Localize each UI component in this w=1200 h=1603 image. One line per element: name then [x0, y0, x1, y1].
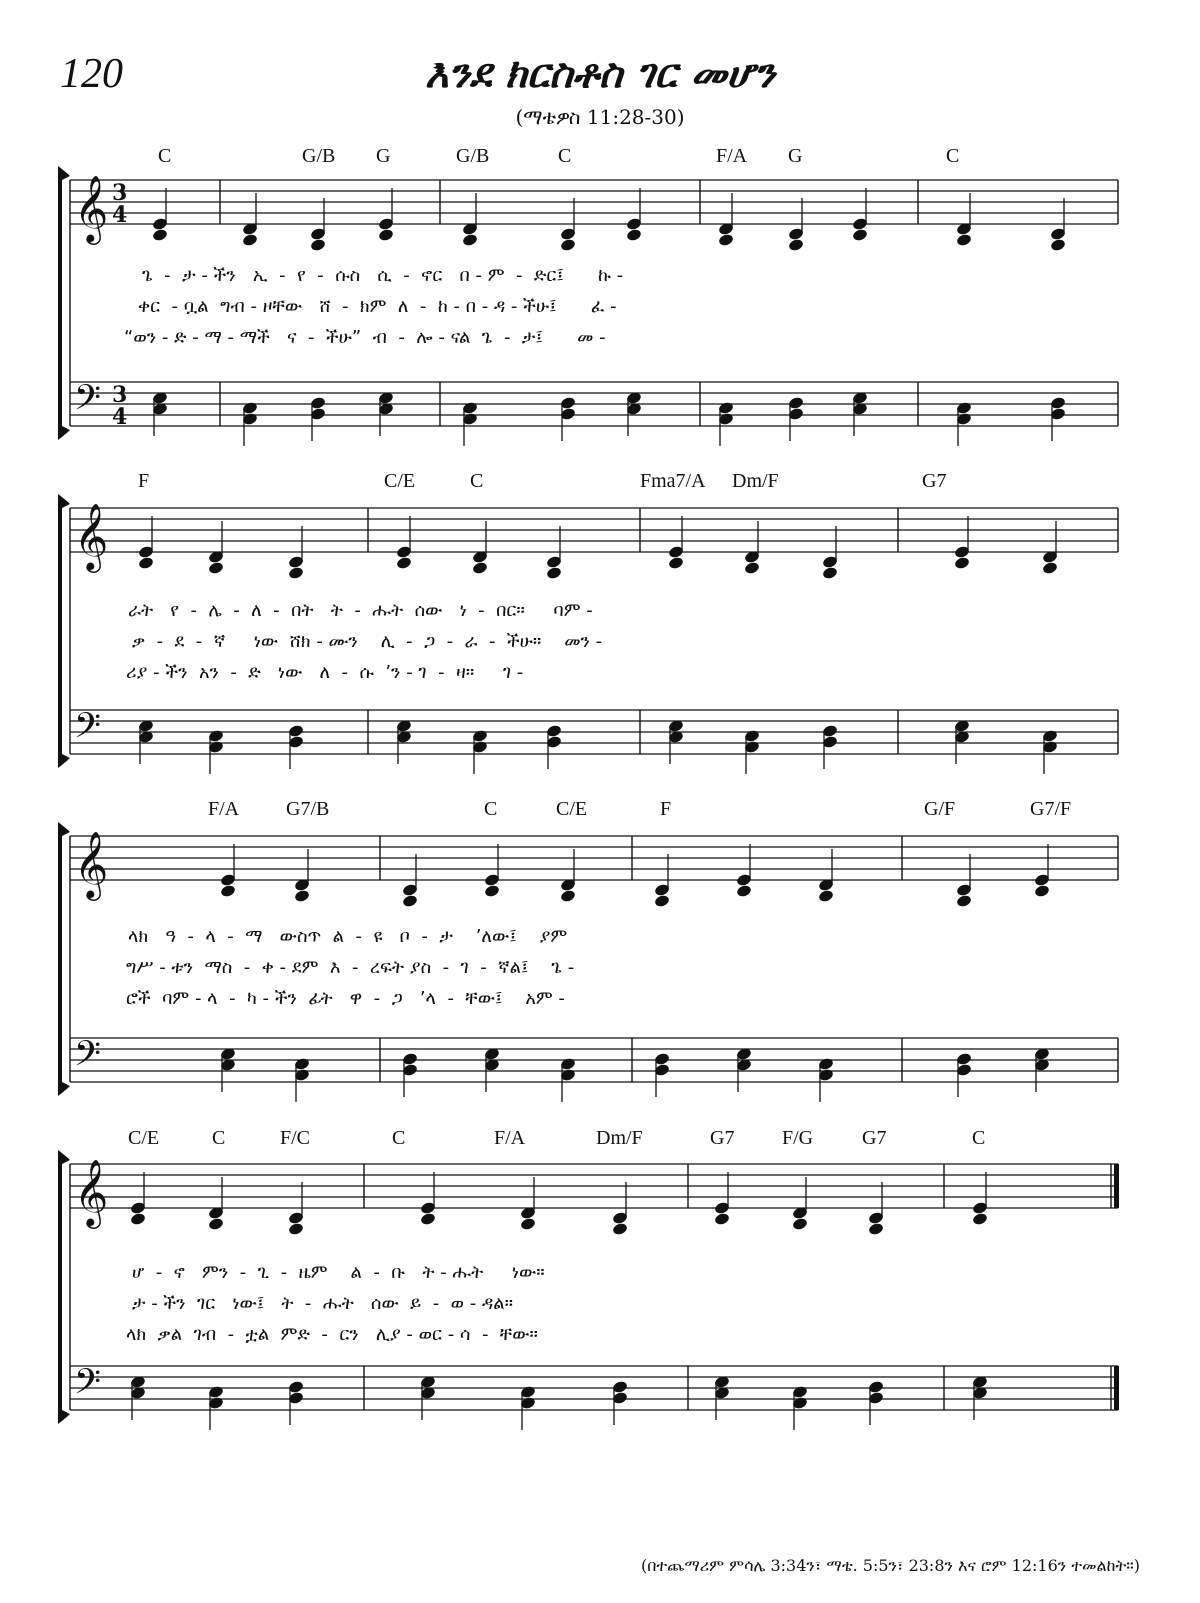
notehead [654, 894, 671, 908]
hymn-title: እንደ ክርስቶስ ገር መሆን [425, 50, 775, 97]
chord-symbol: F [660, 798, 672, 820]
chord-symbol: F [138, 470, 150, 492]
notehead [868, 1222, 885, 1236]
chord-symbol: C [972, 1127, 986, 1149]
treble-clef-icon: 𝄞 [74, 502, 109, 570]
chord-symbol: F/C [280, 1127, 311, 1149]
lyric-verse-3: ሮች ባም - ላ - ካ - ችን ፊት ዋ - ጋ ’ላ - ቸው፤ አም - [126, 988, 565, 1009]
final-bar-line [1114, 1366, 1119, 1410]
time-signature: 3 [112, 180, 128, 206]
notehead [792, 1217, 809, 1231]
lyric-verse-1: ጌ - ታ - ችን ኢ - የ - ሱስ ሲ - ኖር በ - ም - ድር፤ ኩ - [142, 265, 624, 286]
treble-clef-icon: 𝄞 [74, 174, 109, 242]
notehead [138, 556, 155, 570]
notehead [220, 884, 237, 898]
time-signature: 4 [112, 404, 128, 430]
notehead [852, 228, 869, 242]
notehead [1050, 238, 1067, 252]
scripture-reference: (ማቴዎስ 11:28-30) [515, 105, 685, 129]
chord-symbol: G7 [710, 1127, 735, 1149]
lyric-verse-1: ራት የ - ሌ - ለ - በት ት - ሑት ሰው ነ - በር። ባም - [128, 600, 593, 621]
chord-symbol: F/A [494, 1127, 526, 1149]
chord-symbol: C/E [556, 798, 588, 820]
chord-symbol: F/G [782, 1127, 814, 1149]
chord-symbol: G [376, 145, 391, 167]
notehead [956, 894, 973, 908]
lyric-verse-2: ታ - ችን ገር ነው፤ ት - ሑት ሰው ይ - ወ - ዳል። [132, 1293, 514, 1314]
notehead [1042, 561, 1059, 575]
time-signature: 4 [112, 202, 128, 228]
chord-symbol: Fma7/A [640, 470, 706, 492]
time-signature: 3 [112, 382, 128, 408]
chord-symbol: G [788, 145, 803, 167]
chord-symbol: C/E [128, 1127, 160, 1149]
system-bracket [58, 1150, 70, 1424]
notehead [546, 566, 563, 580]
bass-clef-icon: 𝄢 [74, 705, 102, 754]
notehead [462, 233, 479, 247]
notehead [208, 1217, 225, 1231]
notehead [402, 894, 419, 908]
notehead [1034, 884, 1051, 898]
lyric-verse-3: “ወን - ድ - ማ - ማች ና - ችሁ” ብ - ሎ - ናል ጌ - ታ፤ መ - [124, 327, 606, 348]
lyric-verse-3: ሪያ - ችን አን - ድ ነው ለ - ሱ ’ን - ገ - ዛ። ገ - [126, 662, 524, 683]
system-bracket [58, 822, 70, 1096]
notehead [520, 1217, 537, 1231]
page-number: 120 [60, 51, 123, 97]
chord-symbol: C [558, 145, 572, 167]
notehead [288, 1222, 305, 1236]
notehead [484, 884, 501, 898]
bass-clef-icon: 𝄢 [74, 1361, 102, 1410]
chord-symbol: C [946, 145, 960, 167]
system-bracket [58, 494, 70, 768]
notehead [288, 566, 305, 580]
chord-symbol: C [158, 145, 172, 167]
notehead [718, 233, 735, 247]
notehead [714, 1212, 731, 1226]
notehead [420, 1212, 437, 1226]
notehead [396, 556, 413, 570]
chord-symbol: C [212, 1127, 226, 1149]
system-bracket [58, 166, 70, 440]
notehead [208, 561, 225, 575]
lyric-verse-2: ቃ - ደ - ኛ ነው ሸክ - ሙን ሊ - ጋ - ራ - ችሁ። መን - [132, 631, 603, 652]
chord-symbol: G/F [924, 798, 956, 820]
notehead [152, 228, 169, 242]
chord-symbol: C [470, 470, 484, 492]
notehead [378, 228, 395, 242]
notehead [612, 1222, 629, 1236]
notehead [560, 889, 577, 903]
notehead [744, 561, 761, 575]
chord-symbol: Dm/F [596, 1127, 643, 1149]
treble-clef-icon: 𝄞 [74, 830, 109, 898]
lyric-verse-1: ላክ ዓ - ላ - ማ ውስጥ ል - ዩ ቦ - ታ ’ለው፤ ያም [128, 926, 568, 947]
notehead [626, 228, 643, 242]
lyric-verse-2: ቀር - ቧል ግብ - ዞቸው ሸ - ክም ለ - ከ - በ - ዳ - ችሁ፤ ፈ - [138, 296, 617, 317]
final-bar-line [1114, 1164, 1119, 1208]
notehead [822, 566, 839, 580]
chord-symbol: C [392, 1127, 406, 1149]
lyric-verse-2: ግሥ - ቱን ማስ - ቀ - ደም እ - ረፍት ያስ - ገ - ኛል፤ ጌ - [126, 957, 575, 978]
chord-symbol: C [484, 798, 498, 820]
notehead [956, 233, 973, 247]
lyric-verse-3: ላክ ቃል ገብ - ቷል ምድ - ርን ሊያ - ወር - ሳ - ቸው። [126, 1324, 538, 1345]
notehead [972, 1212, 989, 1226]
notehead [818, 889, 835, 903]
chord-symbol: G/B [456, 145, 490, 167]
notehead [560, 238, 577, 252]
notehead [668, 556, 685, 570]
chord-symbol: C/E [384, 470, 416, 492]
chord-symbol: Dm/F [732, 470, 779, 492]
chord-symbol: F/A [208, 798, 240, 820]
treble-clef-icon: 𝄞 [74, 1158, 109, 1226]
chord-symbol: G7/F [1030, 798, 1072, 820]
notehead [242, 233, 259, 247]
notehead [736, 884, 753, 898]
notehead [472, 561, 489, 575]
notehead [130, 1212, 147, 1226]
bass-clef-icon: 𝄢 [74, 377, 102, 426]
notehead [310, 238, 327, 252]
bass-clef-icon: 𝄢 [74, 1033, 102, 1082]
notehead [954, 556, 971, 570]
notehead [788, 238, 805, 252]
lyric-verse-1: ሆ - ኖ ምን - ጊ - ዜም ል - ቡ ት - ሑት ነው። [132, 1262, 545, 1283]
chord-symbol: G7/B [286, 798, 330, 820]
footnote-references: (በተጨማሪም ምሳሌ 3:34ን፣ ማቴ. 5:5ን፣ 23:8ን እና ሮም 12:16ን ተመልከት።) [640, 1556, 1140, 1575]
chord-symbol: G7 [862, 1127, 887, 1149]
notehead [294, 889, 311, 903]
chord-symbol: G7 [922, 470, 947, 492]
chord-symbol: G/B [302, 145, 336, 167]
chord-symbol: F/A [716, 145, 748, 167]
